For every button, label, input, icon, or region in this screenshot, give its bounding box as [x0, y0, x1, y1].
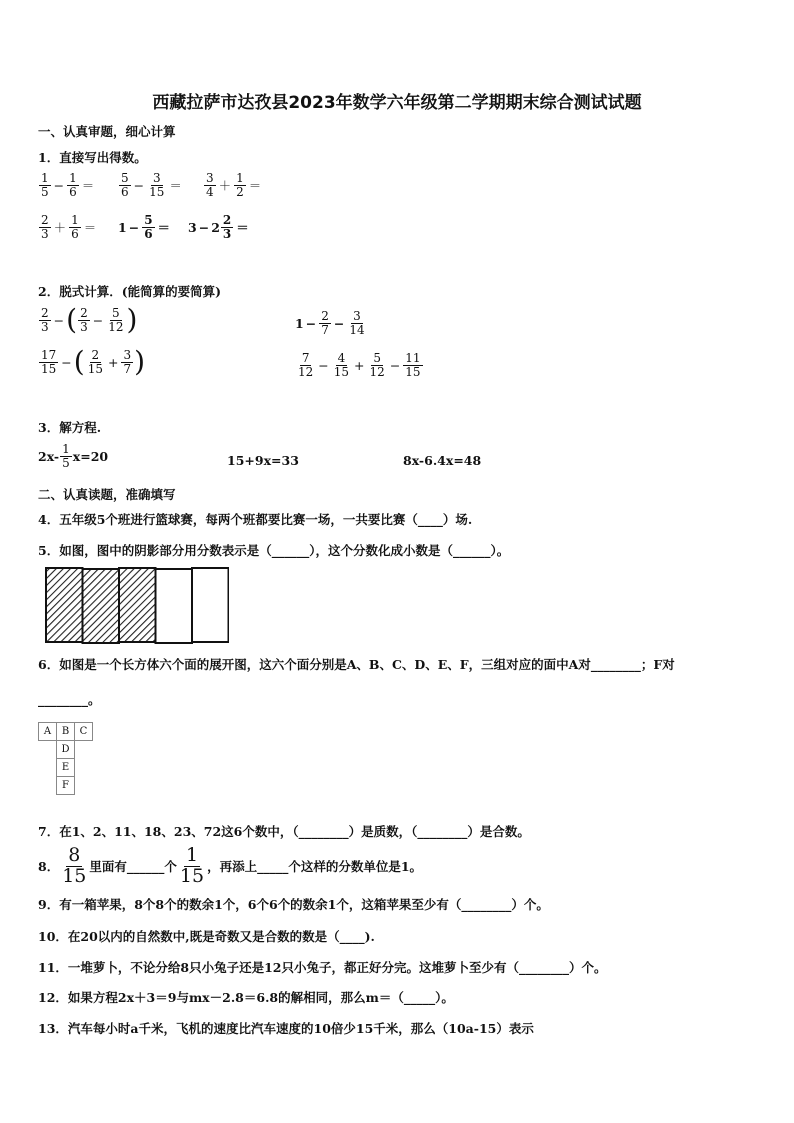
- q1-expr-5: 1 − $\frac{5}{6}$ ＝: [118, 213, 171, 241]
- q1-label: 1．直接写出得数。: [38, 150, 147, 165]
- net-face-f: F: [57, 777, 75, 795]
- q7-text: 7．在1、2、11、18、23、72这6个数中，（________）是质数，（________）是合数。: [38, 824, 530, 839]
- q3-label: 3．解方程.: [38, 420, 102, 435]
- q4-text: 4．五年级5个班进行篮球赛，每两个班都要比赛一场，一共要比赛（____）场.: [38, 512, 473, 527]
- bar-cell-shaded: [46, 568, 83, 642]
- q6-text-line1: 6．如图是一个长方体六个面的展开图，这六个面分别是A、B、C、D、E、F，三组对应的面中A对________；F对: [38, 657, 675, 672]
- q1-expr-6: 3 − 2 $\frac{2}{3}$ ＝: [188, 213, 249, 241]
- q3-equation-3: 8x-6.4x=48: [403, 453, 482, 468]
- q2-expr-1: $\frac{2}{3}$ − ( $\frac{2}{3}$ − $\frac{5}{12}$ ): [41, 303, 138, 336]
- q5-shaded-bar-figure: [44, 566, 229, 648]
- bar-cell-shaded: [83, 569, 120, 643]
- q2-label: 2．脱式计算．(能简算的要简算): [38, 284, 222, 299]
- q3-equation-1: 2x- $\frac{1}{5}$ x=20: [38, 442, 109, 470]
- q5-text: 5．如图，图中的阴影部分用分数表示是（______），这个分数化成小数是（______）。: [38, 543, 510, 558]
- section-2-heading: 二、认真读题，准确填写: [38, 487, 176, 502]
- q2-expr-4: $\frac{7}{12}$ − $\frac{4}{15}$ + $\frac{5}{12}$ − $\frac{11}{15}$: [298, 351, 421, 379]
- q1-expr-4: $\frac{2}{3}$ ＋ $\frac{1}{6}$ ＝: [41, 213, 97, 241]
- q8-text: 8． $\frac{8}{15}$ 里面有______个 $\frac{1}{15}$ ，再添上_____个这样的分数单位是1。: [38, 844, 423, 887]
- q12-text: 12．如果方程2x＋3＝9与mx－2.8＝6.8的解相同，那么m＝（_____）。: [38, 990, 454, 1005]
- q13-text: 13．汽车每小时a千米，飞机的速度比汽车速度的10倍少15千米，那么（10a-15）表示: [38, 1021, 534, 1036]
- net-face-e: E: [57, 759, 75, 777]
- q11-text: 11．一堆萝卜，不论分给8只小兔子还是12只小兔子，都正好分完。这堆萝卜至少有（________）个。: [38, 960, 607, 975]
- q3-equation-2: 15+9x=33: [227, 453, 299, 468]
- net-face-c: C: [75, 723, 93, 741]
- q1-expr-2: $\frac{5}{6}$ − $\frac{3}{15}$ ＝: [121, 171, 182, 199]
- q1-expr-3: $\frac{3}{4}$ ＋ $\frac{1}{2}$ ＝: [206, 171, 262, 199]
- net-face-b: B: [57, 723, 75, 741]
- q6-text-line2: ________。: [38, 692, 101, 707]
- q9-text: 9．有一箱苹果，8个8个的数余1个，6个6个的数余1个，这箱苹果至少有（________）个。: [38, 897, 549, 912]
- bar-cell-empty: [192, 568, 229, 642]
- q10-text: 10．在20以内的自然数中,既是奇数又是合数的数是（____).: [38, 929, 375, 944]
- q2-expr-2: 1 − $\frac{2}{7}$ − $\frac{3}{14}$: [295, 309, 365, 337]
- section-1-heading: 一、认真审题，细心计算: [38, 124, 176, 139]
- net-face-a: A: [39, 723, 57, 741]
- q2-expr-3: $\frac{17}{15}$ − ( $\frac{2}{15}$ + $\frac{3}{7}$ ): [41, 345, 146, 378]
- page-title: 西藏拉萨市达孜县2023年数学六年级第二学期期末综合测试试题: [152, 93, 642, 113]
- bar-cell-shaded: [119, 568, 156, 642]
- q6-cube-net: [38, 722, 93, 795]
- net-face-d: D: [57, 741, 75, 759]
- bar-cell-empty: [156, 569, 193, 643]
- q1-expr-1: $\frac{1}{5}$ − $\frac{1}{6}$ ＝: [41, 171, 95, 199]
